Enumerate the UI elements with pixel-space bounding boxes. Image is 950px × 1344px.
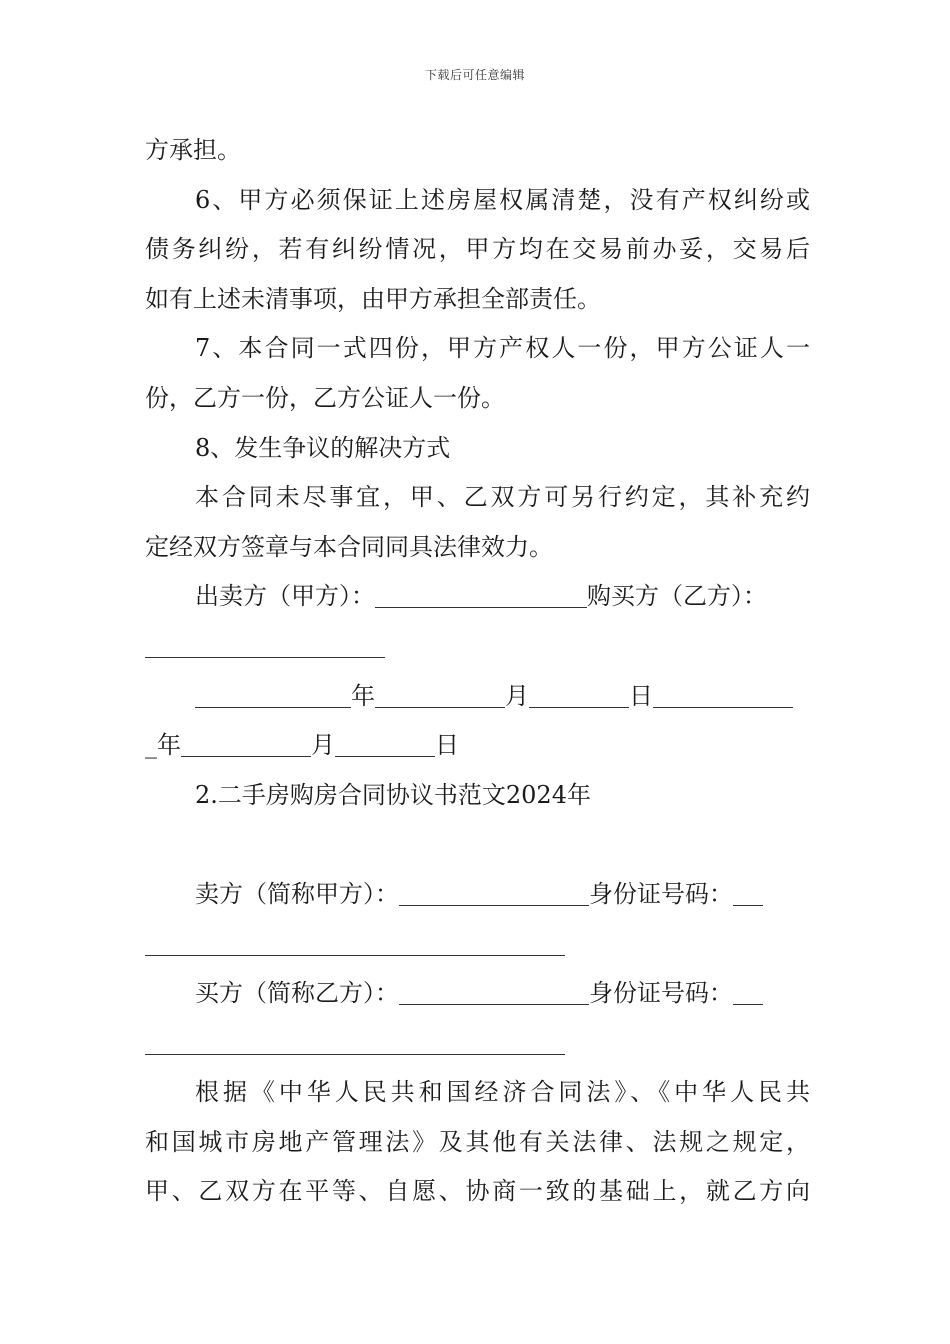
seller-label: 出卖方（甲方）： — [195, 582, 375, 611]
clause-6-line-1: 6、甲方必须保证上述房屋权属清楚，没有产权纠纷或 — [195, 185, 810, 214]
date-line-1 — [145, 672, 810, 722]
buyer-label: 购买方（乙方）： — [587, 582, 767, 611]
seller-name-blank — [399, 883, 589, 906]
page-header-note: 下载后可任意编辑 — [424, 68, 525, 82]
buyer-id-line-cont — [145, 1019, 810, 1069]
seller-id-blank-cont — [145, 933, 565, 956]
year-label-2: 年 — [157, 731, 181, 760]
month-label: 月 — [505, 681, 529, 710]
month-blank-2 — [181, 734, 311, 757]
clause-7-line-1: 7、本合同一式四份，甲方产权人一份，甲方公证人一 — [195, 334, 810, 363]
signature-line-cont — [145, 622, 810, 672]
signature-line — [145, 572, 810, 622]
seller-id-line-cont — [145, 920, 810, 970]
year-blank — [195, 685, 351, 708]
preamble-line-1: 根据《中华人民共和国经济合同法》、《中华人民共 — [195, 1078, 810, 1107]
clause-6-line-3: 如有上述未清事项，由甲方承担全部责任。 — [145, 284, 601, 313]
buyer-name-blank — [399, 982, 589, 1005]
year-label: 年 — [351, 681, 375, 710]
buyer-id-blank — [733, 982, 763, 1005]
month-blank — [375, 685, 505, 708]
text-line: 方承担。 — [145, 136, 241, 164]
underscore-lead: _ — [145, 731, 157, 760]
day-blank-2 — [335, 734, 435, 757]
section-2-title: 2.二手房购房合同协议书范文2024年 — [195, 780, 591, 809]
seller-id-line — [145, 870, 810, 920]
day-label: 日 — [629, 681, 653, 710]
seller-signature-blank — [375, 585, 587, 608]
buyer2-label: 买方（简称乙方）： — [195, 979, 399, 1008]
document-body — [145, 126, 810, 1217]
day-blank — [529, 685, 629, 708]
day-label-2: 日 — [435, 731, 459, 760]
buyer-signature-blank — [145, 635, 385, 658]
clause-8-title: 8、发生争议的解决方式 — [195, 433, 451, 462]
date-line-2 — [145, 721, 810, 771]
preamble-line-3: 甲、乙双方在平等、自愿、协商一致的基础上，就乙方向 — [145, 1177, 810, 1206]
seller-id-blank — [733, 883, 763, 906]
seller2-label: 卖方（简称甲方）： — [195, 879, 399, 908]
clause-7-line-2: 份，乙方一份，乙方公证人一份。 — [145, 383, 505, 412]
clause-6-line-2: 债务纠纷，若有纠纷情况，甲方均在交易前办妥，交易后 — [145, 235, 810, 264]
id-label-2: 身份证号码： — [589, 979, 733, 1008]
month-label-2: 月 — [311, 731, 335, 760]
buyer-id-line — [145, 969, 810, 1019]
year-blank-2 — [653, 685, 793, 708]
clause-8-line-2: 定经双方签章与本合同同具法律效力。 — [145, 532, 553, 561]
preamble-line-2: 和国城市房地产管理法》及其他有关法律、法规之规定， — [145, 1127, 810, 1156]
clause-8-line-1: 本合同未尽事宜，甲、乙双方可另行约定，其补充约 — [195, 483, 810, 512]
buyer-id-blank-cont — [145, 1032, 565, 1055]
id-label-1: 身份证号码： — [589, 879, 733, 908]
